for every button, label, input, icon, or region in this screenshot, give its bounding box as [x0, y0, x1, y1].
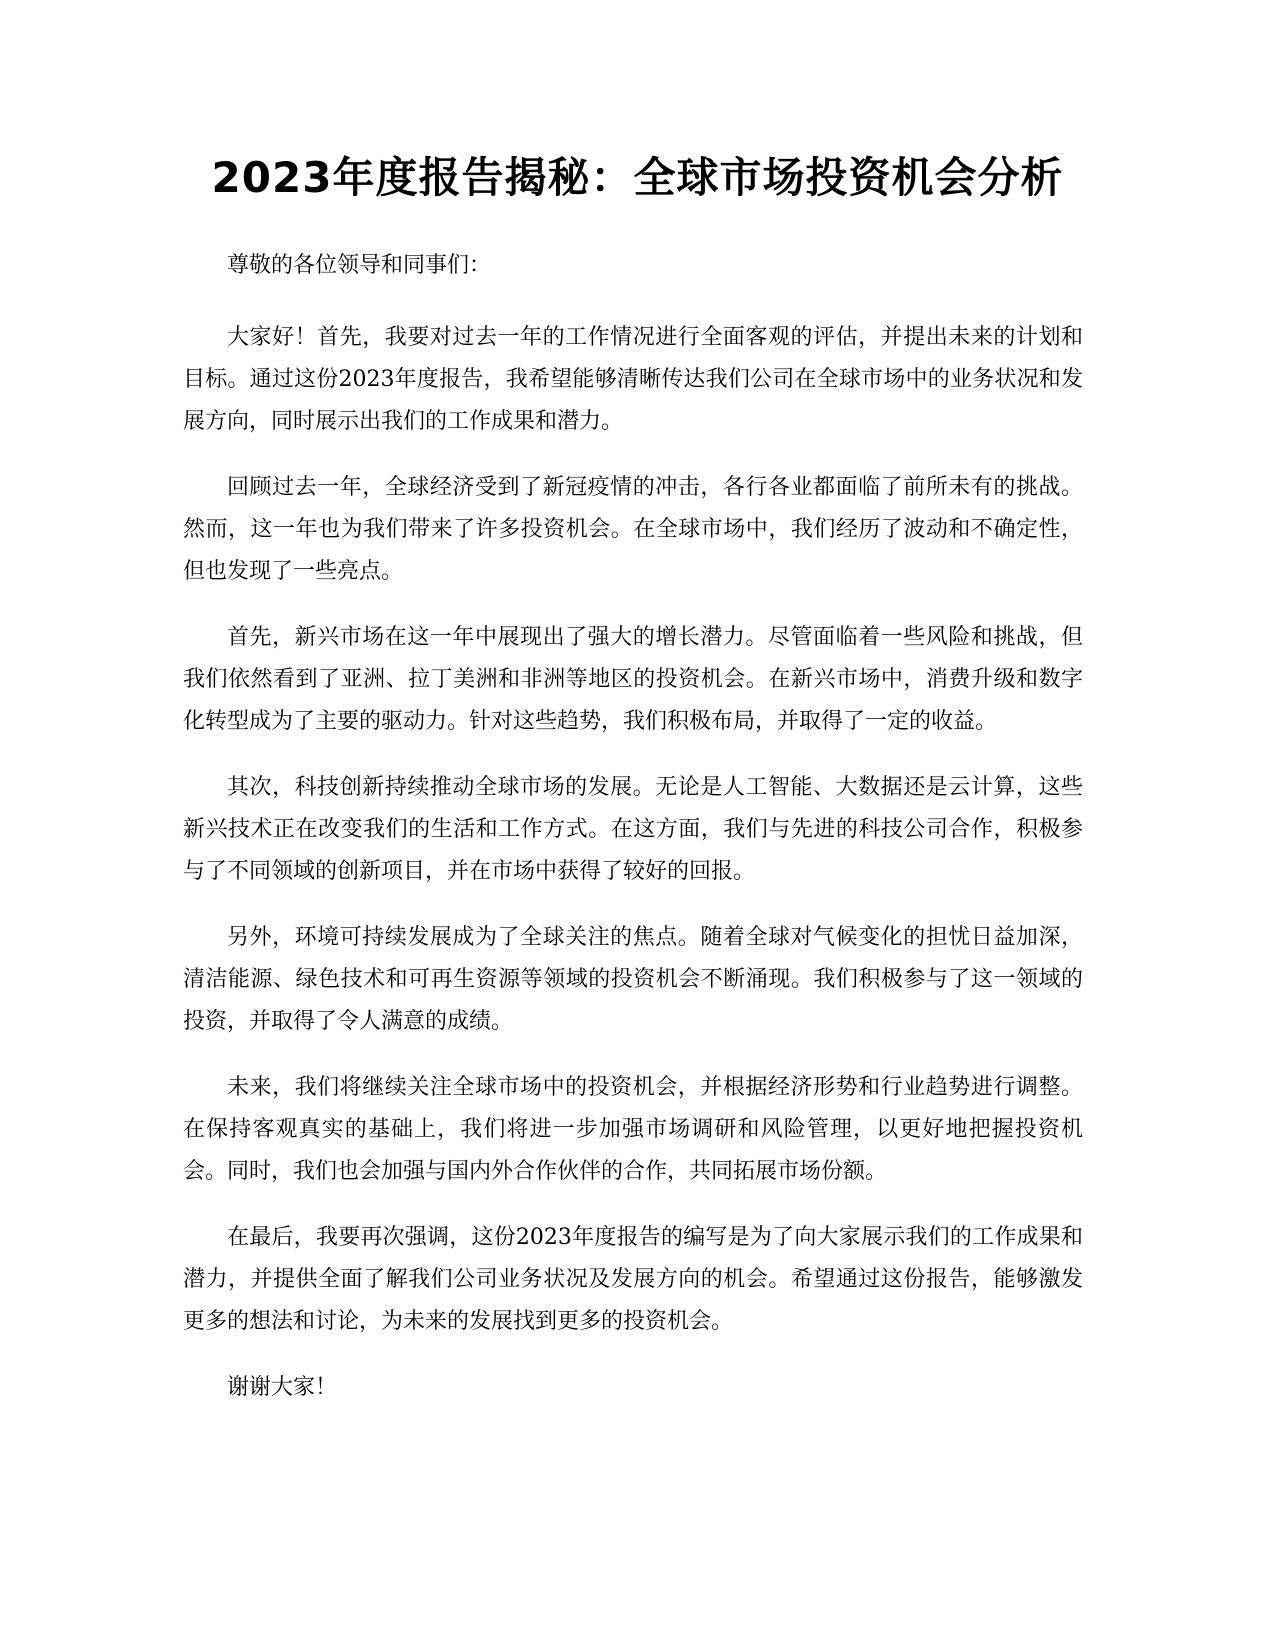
closing-paragraph: 谢谢大家！	[227, 1375, 338, 1400]
body-paragraph-2: 回顾过去一年，全球经济受到了新冠疫情的冲击，各行各业都面临了前所未有的挑战。然而，这一年也为我们带来了许多投资机会。在全球市场中，我们经历了波动和不确定性，但也发现了一些亮点。	[183, 475, 1083, 584]
document-body	[183, 245, 1083, 1433]
body-paragraph-7: 在最后，我要再次强调，这份2023年度报告的编写是为了向大家展示我们的工作成果和潜力，并提供全面了解我们公司业务状况及发展方向的机会。希望通过这份报告，能够激发更多的想法和讨论，为未来的发展找到更多的投资机会。	[183, 1225, 1083, 1334]
greeting-paragraph: 尊敬的各位领导和同事们：	[227, 253, 492, 278]
body-paragraph-6: 未来，我们将继续关注全球市场中的投资机会，并根据经济形势和行业趋势进行调整。在保持客观真实的基础上，我们将进一步加强市场调研和风险管理，以更好地把握投资机会。同时，我们也会加强与国内外合作伙伴的合作，共同拓展市场份额。	[183, 1075, 1083, 1184]
body-paragraph-3: 首先，新兴市场在这一年中展现出了强大的增长潜力。尽管面临着一些风险和挑战，但我们依然看到了亚洲、拉丁美洲和非洲等地区的投资机会。在新兴市场中，消费升级和数字化转型成为了主要的驱动力。针对这些趋势，我们积极布局，并取得了一定的收益。	[183, 625, 1083, 734]
body-paragraph-4: 其次，科技创新持续推动全球市场的发展。无论是人工智能、大数据还是云计算，这些新兴技术正在改变我们的生活和工作方式。在这方面，我们与先进的科技公司合作，积极参与了不同领域的创新项目，并在市场中获得了较好的回报。	[183, 775, 1083, 884]
body-paragraph-1: 大家好！首先，我要对过去一年的工作情况进行全面客观的评估，并提出未来的计划和目标。通过这份2023年度报告，我希望能够清晰传达我们公司在全球市场中的业务状况和发展方向，同时展示出我们的工作成果和潜力。	[183, 325, 1083, 434]
body-paragraph-5: 另外，环境可持续发展成为了全球关注的焦点。随着全球对气候变化的担忧日益加深，清洁能源、绿色技术和可再生资源等领域的投资机会不断涌现。我们积极参与了这一领域的投资，并取得了令人满意的成绩。	[183, 925, 1083, 1034]
document-title: 2023年度报告揭秘：全球市场投资机会分析	[211, 153, 1064, 202]
